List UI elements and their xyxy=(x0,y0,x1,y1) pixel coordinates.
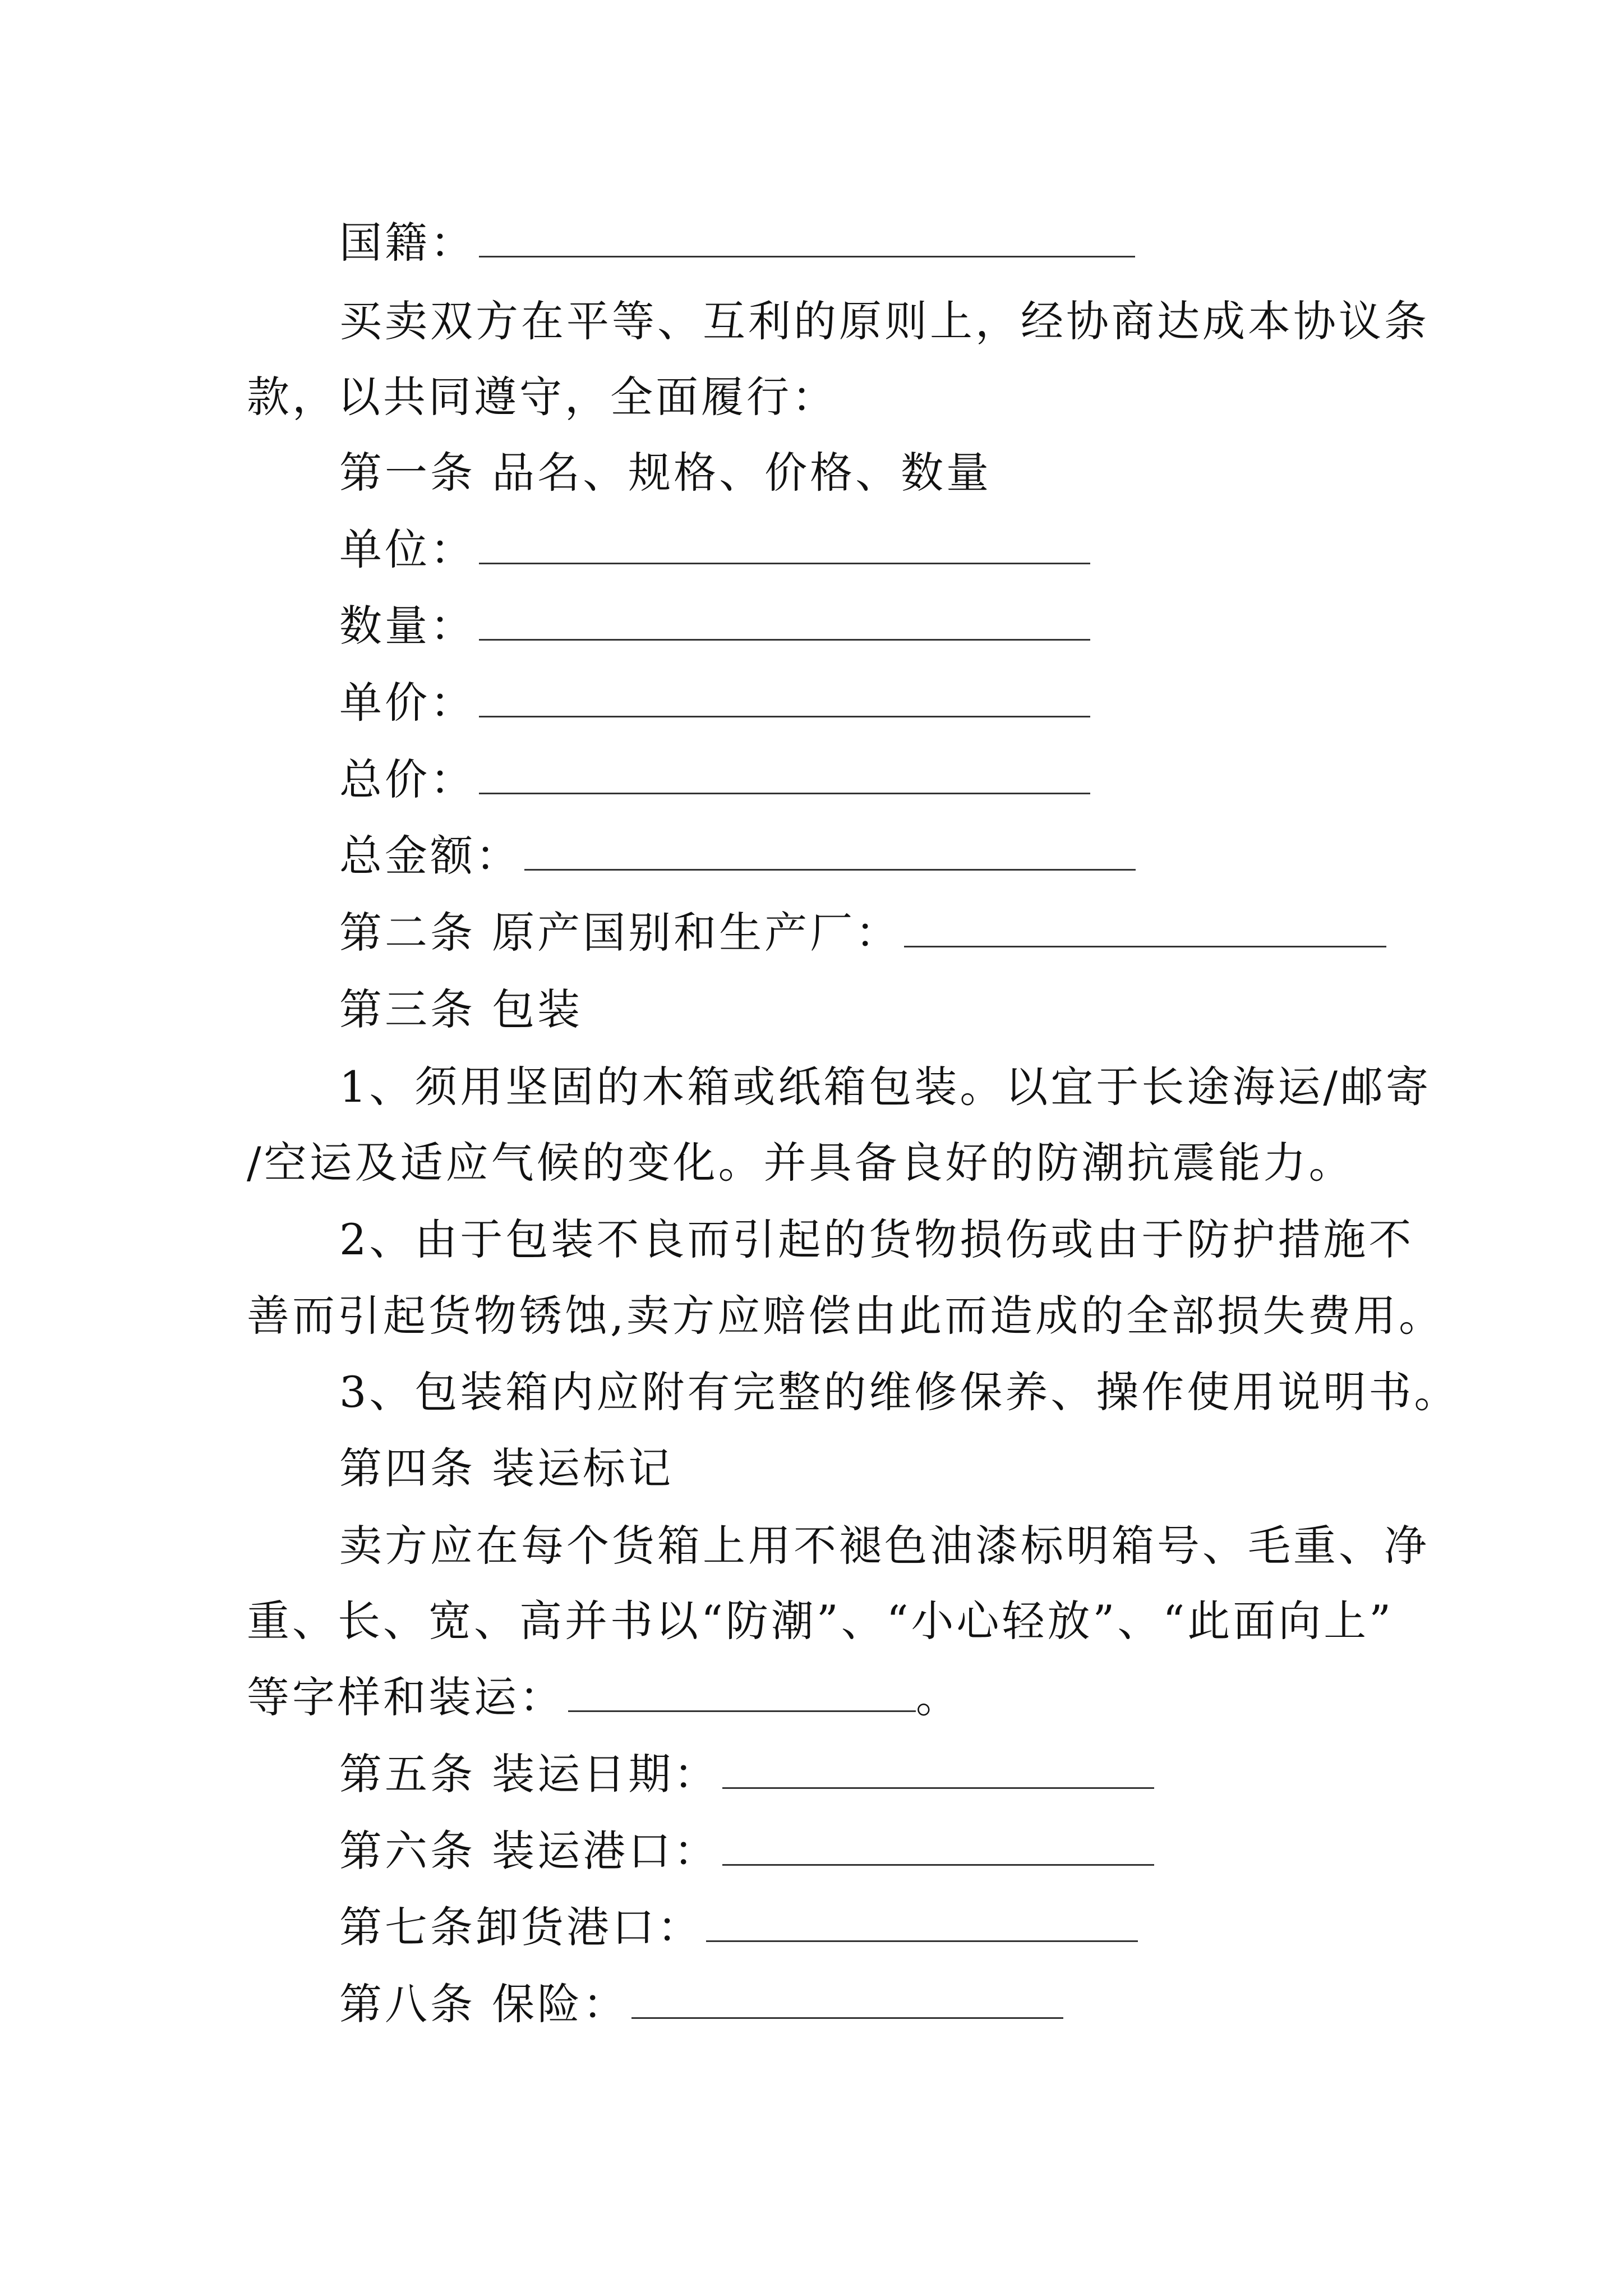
article-5-label: 第五条 装运日期： xyxy=(339,1749,720,1799)
article-4-heading: 第四条 装运标记 xyxy=(339,1443,674,1493)
quantity-label: 数量： xyxy=(339,601,476,651)
origin-blank[interactable] xyxy=(904,914,1386,947)
marking-end-punct: 。 xyxy=(916,1672,961,1722)
packing-1-line-1: 1、须用坚固的木箱或纸箱包装。以宜于长途海运/邮寄 xyxy=(339,1062,1431,1112)
marking-line-1: 卖方应在每个货箱上用不褪色油漆标明箱号、毛重、净 xyxy=(339,1521,1430,1571)
article-7-label: 第七条卸货港口： xyxy=(339,1902,703,1952)
marking-line-3 xyxy=(247,1672,961,1722)
total-price-blank[interactable] xyxy=(479,761,1090,794)
unit-price-row xyxy=(339,678,1090,728)
article-6-row xyxy=(339,1826,1154,1876)
article-8-row xyxy=(339,1979,1063,2029)
marking-blank[interactable] xyxy=(568,1679,916,1712)
article-2-label: 第二条 原产国别和生产厂： xyxy=(339,908,901,958)
nationality-blank[interactable] xyxy=(479,224,1135,257)
insurance-blank[interactable] xyxy=(631,1986,1063,2019)
article-7-row xyxy=(339,1902,1138,1952)
marking-line-2: 重、长、宽、高并书以“防潮”、“小心轻放”、“此面向上” xyxy=(247,1596,1394,1646)
article-2-row xyxy=(339,908,1386,958)
total-amount-blank[interactable] xyxy=(524,838,1136,871)
quantity-row xyxy=(339,601,1090,651)
packing-2-line-2: 善而引起货物锈蚀,卖方应赔偿由此而造成的全部损失费用。 xyxy=(247,1291,1445,1341)
article-3-heading: 第三条 包装 xyxy=(339,984,583,1034)
intro-line-1: 买卖双方在平等、互利的原则上，经协商达成本协议条 xyxy=(339,296,1430,346)
article-1-heading: 第一条 品名、规格、价格、数量 xyxy=(339,448,992,498)
shipment-date-blank[interactable] xyxy=(722,1756,1154,1789)
article-6-label: 第六条 装运港口： xyxy=(339,1826,720,1876)
unit-row xyxy=(339,524,1090,574)
discharge-port-blank[interactable] xyxy=(706,1909,1138,1942)
intro-line-2: 款，以共同遵守，全面履行： xyxy=(247,372,837,422)
packing-3-line: 3、包装箱内应附有完整的维修保养、操作使用说明书。 xyxy=(339,1367,1460,1417)
total-amount-row xyxy=(339,831,1136,881)
marking-label: 等字样和装运： xyxy=(247,1672,565,1722)
packing-1-line-2: /空运及适应气候的变化。并具备良好的防潮抗震能力。 xyxy=(247,1138,1354,1188)
article-5-row xyxy=(339,1749,1154,1799)
total-price-label: 总价： xyxy=(339,754,476,804)
quantity-blank[interactable] xyxy=(479,608,1090,641)
total-price-row xyxy=(339,754,1090,804)
nationality-row xyxy=(339,218,1135,268)
unit-label: 单位： xyxy=(339,524,476,574)
unit-price-label: 单价： xyxy=(339,678,476,728)
total-amount-label: 总金额： xyxy=(339,831,521,881)
unit-blank[interactable] xyxy=(479,531,1090,564)
nationality-label: 国籍： xyxy=(339,218,476,268)
loading-port-blank[interactable] xyxy=(722,1833,1154,1866)
unit-price-blank[interactable] xyxy=(479,684,1090,717)
article-8-label: 第八条 保险： xyxy=(339,1979,629,2029)
packing-2-line-1: 2、由于包装不良而引起的货物损伤或由于防护措施不 xyxy=(339,1214,1414,1264)
